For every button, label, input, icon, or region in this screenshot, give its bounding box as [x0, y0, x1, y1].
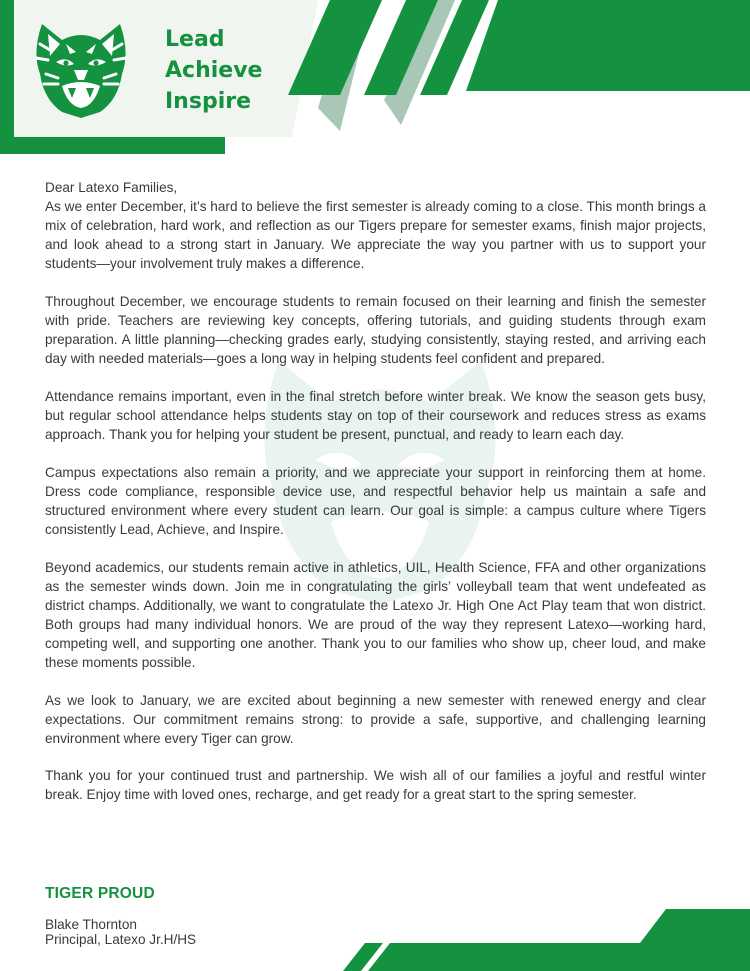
school-motto — [165, 24, 262, 117]
tiger-proud-slogan: TIGER PROUD — [45, 885, 155, 902]
paragraph-intro: As we enter December, it’s hard to believe the first semester is already coming to a close. This month brings a mix of celebration, hard work, and reflection as our Tigers prepare for semester exams, finish major projects, and look ahead to a strong start in January. We appreciate the way you partner with us to support your students—your involvement truly makes a difference. — [45, 199, 706, 272]
motto-line-lead: Lead — [165, 27, 225, 52]
signature-block — [45, 917, 196, 947]
header-green-bar — [466, 0, 750, 91]
motto-line-achieve: Achieve — [165, 58, 263, 83]
paragraph-activities: Beyond academics, our students remain active in athletics, UIL, Health Science, FFA and other organizations as the semester winds down. Join me in congratulating the girls’ volleyball team that went undefeated as district champs. Additionally, we want to congratulate the Latexo Jr. High One Act Play team that won district. Both groups had many individual honors. We are proud of the way they represent Latexo—working hard, competing well, and supporting one another. Thank you to our families who show up, cheer loud, and make these moments possible. — [45, 559, 706, 670]
motto-line-inspire: Inspire — [165, 89, 252, 114]
footer-green-band — [368, 943, 750, 971]
paragraph-attendance: Attendance remains important, even in the final stretch before winter break. We know the season gets busy, but regular school attendance helps students stay on top of their coursework and reduces stress as exams approach. Thank you for helping your student be present, punctual, and ready to learn each day. — [45, 388, 706, 443]
principal-title: Principal, Latexo Jr.H/HS — [45, 932, 197, 947]
paragraph-focus: Throughout December, we encourage students to remain focused on their learning and finish the semester with pride. Teachers are reviewing key concepts, offering tutorials, and guiding students through exam preparation. A little planning—checking grades early, studying consistently, staying rested, and arriving each day with needed materials—goes a long way in helping students feel confident and prepared. — [45, 293, 706, 367]
paragraph-january: As we look to January, we are excited about beginning a new semester with renewed energy and clear expectations. Our commitment remains strong: to provide a safe, supportive, and challenging learning environment where every Tiger can grow. — [45, 692, 706, 746]
letter-body — [45, 178, 706, 823]
principal-name: Blake Thornton — [45, 917, 137, 932]
salutation: Dear Latexo Families, — [45, 180, 178, 195]
footer-green-corner — [640, 909, 750, 943]
tiger-head-icon — [26, 14, 136, 120]
paragraph-thanks: Thank you for your continued trust and partnership. We wish all of our families a joyful and restful winter break. Enjoy time with loved ones, recharge, and get ready for a great start to the spring semester. — [45, 768, 706, 803]
paragraph-expectations: Campus expectations also remain a priority, and we appreciate your support in reinforcing them at home. Dress code compliance, responsible device use, and respectful behavior help us maintain a safe and structured environment where every student can learn. Our goal is simple: a campus culture where Tigers consistently Lead, Achieve, and Inspire. — [45, 464, 706, 537]
